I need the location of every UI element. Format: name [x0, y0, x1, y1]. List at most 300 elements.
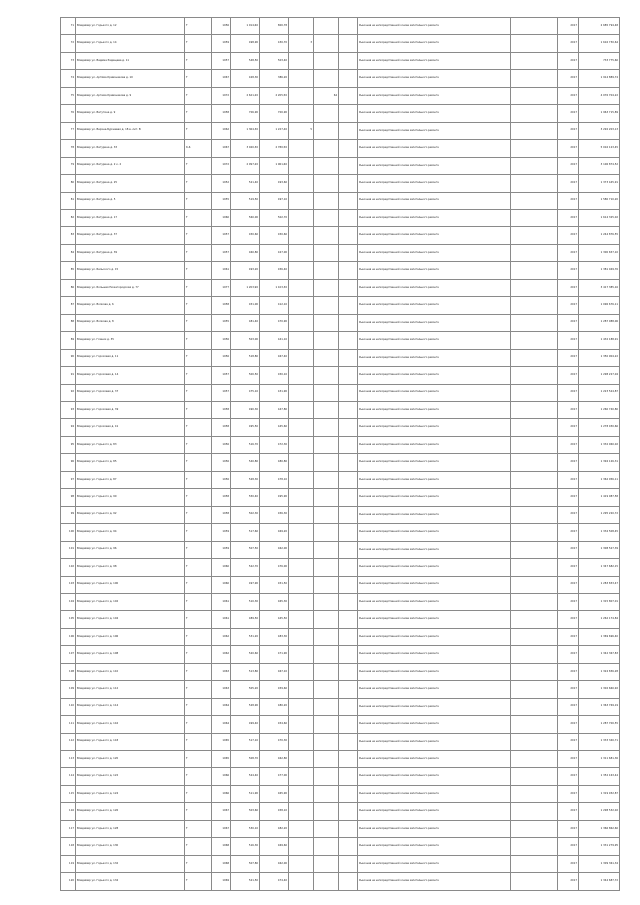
work-description-cell: Рыночная на непосредственной основе капитального ремонта — [358, 628, 511, 645]
cost-cell: 1 334 508,45 — [579, 524, 620, 541]
year-built-cell: 1956 — [212, 332, 231, 349]
address-cell: Владимир ул. Верхне-Буржевая д. 18 в. лит. В — [76, 122, 185, 139]
row-number-cell: 105 — [61, 611, 76, 628]
wall-type-cell: Т — [185, 803, 212, 820]
living-area-cell: 465,30 — [260, 593, 289, 610]
col-8-cell — [339, 35, 358, 52]
col-6-cell — [289, 716, 314, 733]
total-area-cell: 522,70 — [231, 559, 260, 576]
row-number-cell: 73 — [61, 52, 76, 69]
year-built-cell: 1959 — [212, 35, 231, 52]
col-8-cell — [339, 855, 358, 872]
col-8-cell — [339, 751, 358, 768]
col-8-cell — [339, 768, 358, 785]
plan-year-cell: 2017 — [558, 855, 579, 872]
living-area-cell: 502,70 — [260, 209, 289, 226]
cost-cell: 1 283 833,47 — [579, 576, 620, 593]
col-7-cell — [314, 663, 339, 680]
work-description-cell: Рыночная на непосредственной основе капитального ремонта — [358, 279, 511, 296]
col-7-cell — [314, 349, 339, 366]
work-description-cell: Рыночная на непосредственной основе капитального ремонта — [358, 785, 511, 802]
col-6-cell — [289, 663, 314, 680]
col-7-cell — [314, 314, 339, 331]
cost-cell: 1 419 087,58 — [579, 489, 620, 506]
table-row — [61, 489, 620, 506]
total-area-cell: 495,50 — [231, 419, 260, 436]
address-cell: Владимир ул. Горького д. 134 — [76, 873, 185, 891]
col-7-cell — [314, 384, 339, 401]
col-7-cell — [314, 105, 339, 122]
col-6-cell — [289, 384, 314, 401]
address-cell: Владимир ул. Горького д. 14 — [76, 35, 185, 52]
total-area-cell: 1 014,60 — [231, 18, 260, 35]
cost-cell: 1 287 088,06 — [579, 314, 620, 331]
cost-cell: 3 106 874,52 — [579, 157, 620, 174]
col-7-cell — [314, 838, 339, 855]
col-10-cell — [511, 332, 558, 349]
total-area-cell: 510,30 — [231, 593, 260, 610]
address-cell: Владимир ул. Гороховая д. 37 — [76, 384, 185, 401]
work-description-cell: Рыночная на непосредственной основе капитального ремонта — [358, 681, 511, 698]
year-built-cell: 1968 — [212, 838, 231, 855]
address-cell: Владимир ул. Горького д. 104 — [76, 611, 185, 628]
total-area-cell: 500,50 — [231, 367, 260, 384]
year-built-cell: 1957 — [212, 52, 231, 69]
plan-year-cell: 2017 — [558, 140, 579, 157]
living-area-cell: 447,80 — [260, 401, 289, 418]
wall-type-cell: Т — [185, 297, 212, 314]
plan-year-cell: 2017 — [558, 454, 579, 471]
total-area-cell: 521,50 — [231, 873, 260, 891]
year-built-cell: 1958 — [212, 489, 231, 506]
plan-year-cell: 2017 — [558, 611, 579, 628]
address-cell: Владимир ул. Ватутина д. 9 — [76, 105, 185, 122]
cost-cell: 733 775,60 — [579, 52, 620, 69]
total-area-cell: 489,50 — [231, 611, 260, 628]
col-6-cell — [289, 768, 314, 785]
address-cell: Владимир ул. Гороховая д. 11 — [76, 349, 185, 366]
cost-cell: 1 914 889,74 — [579, 70, 620, 87]
col-7-cell — [314, 820, 339, 837]
address-cell: Владимир ул. Горького д. 124 — [76, 785, 185, 802]
total-area-cell: 503,00 — [231, 332, 260, 349]
row-number-cell: 108 — [61, 663, 76, 680]
work-description-cell: Рыночная на непосредственной основе капитального ремонта — [358, 663, 511, 680]
col-10-cell — [511, 489, 558, 506]
col-8-cell — [339, 541, 358, 558]
year-built-cell: 1958 — [212, 401, 231, 418]
row-number-cell: 89 — [61, 332, 76, 349]
col-7-cell — [314, 70, 339, 87]
work-description-cell: Рыночная на непосредственной основе капитального ремонта — [358, 471, 511, 488]
total-area-cell: 511,90 — [231, 785, 260, 802]
col-10-cell — [511, 436, 558, 453]
table-row — [61, 524, 620, 541]
row-number-cell: 111 — [61, 716, 76, 733]
table-row — [61, 785, 620, 802]
wall-type-cell: Т — [185, 419, 212, 436]
col-8-cell — [339, 175, 358, 192]
cost-cell: 5 016 123,45 — [579, 140, 620, 157]
living-area-cell: 493,60 — [260, 175, 289, 192]
living-area-cell: 441,10 — [260, 332, 289, 349]
col-10-cell — [511, 681, 558, 698]
col-7-cell — [314, 471, 339, 488]
year-built-cell: 1957 — [212, 244, 231, 261]
table-row — [61, 698, 620, 715]
col-8-cell — [339, 227, 358, 244]
total-area-cell: 524,40 — [231, 768, 260, 785]
wall-type-cell: Т — [185, 35, 212, 52]
table-row — [61, 838, 620, 855]
table-row — [61, 279, 620, 296]
table-row — [61, 716, 620, 733]
total-area-cell: 517,10 — [231, 733, 260, 750]
col-7-cell — [314, 419, 339, 436]
plan-year-cell: 2017 — [558, 314, 579, 331]
table-row — [61, 611, 620, 628]
wall-type-cell: Т — [185, 332, 212, 349]
col-8-cell — [339, 18, 358, 35]
col-10-cell — [511, 384, 558, 401]
row-number-cell: 94 — [61, 419, 76, 436]
col-7-cell — [314, 140, 339, 157]
col-7-cell — [314, 733, 339, 750]
year-built-cell: 1958 — [212, 297, 231, 314]
wall-type-cell: Т — [185, 175, 212, 192]
col-10-cell — [511, 227, 558, 244]
address-cell: Владимир ул. Гороховая д. 39 — [76, 401, 185, 418]
wall-type-cell: Т — [185, 541, 212, 558]
col-7-cell — [314, 122, 339, 139]
total-area-cell: 505,20 — [231, 681, 260, 698]
plan-year-cell: 2017 — [558, 35, 579, 52]
row-number-cell: 90 — [61, 349, 76, 366]
work-description-cell: Рыночная на непосредственной основе капитального ремонта — [358, 175, 511, 192]
row-number-cell: 81 — [61, 192, 76, 209]
wall-type-cell: Т — [185, 367, 212, 384]
year-built-cell: 1961 — [212, 262, 231, 279]
table-row — [61, 157, 620, 174]
year-built-cell: 1957 — [212, 384, 231, 401]
plan-year-cell: 2017 — [558, 524, 579, 541]
cost-cell: 1 096 676,11 — [579, 297, 620, 314]
col-8-cell — [339, 716, 358, 733]
col-8-cell — [339, 838, 358, 855]
address-cell: Владимир ул. Горького д. 116 — [76, 716, 185, 733]
table-row — [61, 70, 620, 87]
cost-cell: 1 342 367,83 — [579, 646, 620, 663]
total-area-cell: 521,40 — [231, 175, 260, 192]
col-10-cell — [511, 855, 558, 872]
col-8-cell — [339, 192, 358, 209]
row-number-cell: 87 — [61, 297, 76, 314]
year-built-cell: 1958 — [212, 105, 231, 122]
cost-cell: 1 308 527,39 — [579, 541, 620, 558]
work-description-cell: Рыночная на непосредственной основе капитального ремонта — [358, 52, 511, 69]
plan-year-cell: 2017 — [558, 698, 579, 715]
col-7-cell — [314, 262, 339, 279]
address-cell: Владимир ул. Гороховая д. 14 — [76, 367, 185, 384]
row-number-cell: 113 — [61, 751, 76, 768]
work-description-cell: Рыночная на непосредственной основе капитального ремонта — [358, 506, 511, 523]
col-6-cell — [289, 192, 314, 209]
cost-cell: 1 432 188,91 — [579, 332, 620, 349]
wall-type-cell: Т — [185, 855, 212, 872]
year-built-cell: 1966 — [212, 768, 231, 785]
address-cell: Владимир ул. Батурина д. 5 — [76, 192, 185, 209]
wall-type-cell: Т — [185, 70, 212, 87]
year-built-cell: 1966 — [212, 785, 231, 802]
year-built-cell: 1957 — [212, 367, 231, 384]
year-built-cell: 1972 — [212, 87, 231, 104]
wall-type-cell: Т — [185, 611, 212, 628]
cost-cell: 1 344 687,72 — [579, 873, 620, 891]
table-row — [61, 506, 620, 523]
plan-year-cell: 2017 — [558, 576, 579, 593]
year-built-cell: 1962 — [212, 122, 231, 139]
col-8-cell — [339, 70, 358, 87]
year-built-cell: 1959 — [212, 541, 231, 558]
col-8-cell — [339, 559, 358, 576]
address-cell: Владимир ул. Горького д. 83 — [76, 436, 185, 453]
wall-type-cell: Т — [185, 244, 212, 261]
plan-year-cell: 2017 — [558, 593, 579, 610]
table-row — [61, 436, 620, 453]
col-8-cell — [339, 733, 358, 750]
col-8-cell — [339, 593, 358, 610]
address-cell: Владимир ул. Горького д. 128 — [76, 820, 185, 837]
work-description-cell: Рыночная на непосредственной основе капитального ремонта — [358, 192, 511, 209]
work-description-cell: Рыночная на непосредственной основе капитального ремонта — [358, 105, 511, 122]
cost-cell: 3 292 203,13 — [579, 122, 620, 139]
living-area-cell: 472,30 — [260, 436, 289, 453]
col-8-cell — [339, 873, 358, 891]
year-built-cell: 1972 — [212, 157, 231, 174]
living-area-cell: 456,30 — [260, 506, 289, 523]
table-row — [61, 314, 620, 331]
cost-cell: 1 260 740,80 — [579, 401, 620, 418]
table-row — [61, 768, 620, 785]
col-7-cell — [314, 244, 339, 261]
living-area-cell: 459,60 — [260, 681, 289, 698]
col-7-cell — [314, 506, 339, 523]
address-cell: Владимир ул. Артема Кривонакова д. 9 — [76, 87, 185, 104]
col-10-cell — [511, 349, 558, 366]
cost-cell: 1 350 904,22 — [579, 349, 620, 366]
plan-year-cell: 2017 — [558, 785, 579, 802]
col-6-cell — [289, 471, 314, 488]
plan-year-cell: 2017 — [558, 401, 579, 418]
address-cell: Владимир ул. Вадима Радищева д. 11 — [76, 52, 185, 69]
register-body — [61, 18, 620, 891]
wall-type-cell: Т — [185, 681, 212, 698]
row-number-cell: 86 — [61, 279, 76, 296]
table-row — [61, 209, 620, 226]
living-area-cell: 462,80 — [260, 751, 289, 768]
living-area-cell: 800,78 — [260, 18, 289, 35]
col-10-cell — [511, 611, 558, 628]
living-area-cell: 483,30 — [260, 628, 289, 645]
table-row — [61, 140, 620, 157]
living-area-cell: 497,10 — [260, 192, 289, 209]
row-number-cell: 119 — [61, 855, 76, 872]
col-7-cell — [314, 401, 339, 418]
col-8-cell — [339, 681, 358, 698]
total-area-cell: 497,90 — [231, 576, 260, 593]
work-description-cell: Рыночная на непосредственной основе капитального ремонта — [358, 140, 511, 157]
col-6-cell — [289, 297, 314, 314]
plan-year-cell: 2017 — [558, 506, 579, 523]
row-number-cell: 110 — [61, 698, 76, 715]
wall-type-cell: Т — [185, 768, 212, 785]
col-6-cell — [289, 262, 314, 279]
address-cell: Владимир ул. Горького д. 110 — [76, 663, 185, 680]
row-number-cell: 107 — [61, 646, 76, 663]
cost-cell: 1 262 174,84 — [579, 611, 620, 628]
col-6-cell — [289, 838, 314, 855]
address-cell: Владимир ул. Горького д. 120 — [76, 751, 185, 768]
col-8-cell — [339, 87, 358, 104]
wall-type-cell: Т — [185, 646, 212, 663]
col-6-cell — [289, 419, 314, 436]
living-area-cell: 454,60 — [260, 716, 289, 733]
total-area-cell: 560,00 — [231, 209, 260, 226]
living-area-cell: 458,10 — [260, 803, 289, 820]
cost-cell: 1 278 030,66 — [579, 419, 620, 436]
cost-cell: 1 287 700,55 — [579, 716, 620, 733]
col-7-cell — [314, 52, 339, 69]
living-area-cell: 450,10 — [260, 367, 289, 384]
table-row — [61, 349, 620, 366]
row-number-cell: 98 — [61, 489, 76, 506]
col-7-cell — [314, 157, 339, 174]
col-7-cell — [314, 576, 339, 593]
table-row — [61, 175, 620, 192]
col-6-cell — [289, 105, 314, 122]
col-10-cell — [511, 70, 558, 87]
col-7-cell: 64 — [314, 87, 339, 104]
col-6-cell: 3 — [289, 35, 314, 52]
cost-cell: 1 963 715,89 — [579, 105, 620, 122]
plan-year-cell: 2017 — [558, 803, 579, 820]
col-7-cell — [314, 785, 339, 802]
cost-cell: 1 363 769,19 — [579, 698, 620, 715]
row-number-cell: 97 — [61, 471, 76, 488]
year-built-cell: 1965 — [212, 751, 231, 768]
row-number-cell: 72 — [61, 35, 76, 52]
col-6-cell — [289, 855, 314, 872]
year-built-cell: 1956 — [212, 18, 231, 35]
col-10-cell — [511, 157, 558, 174]
year-built-cell: 1952 — [212, 175, 231, 192]
col-10-cell — [511, 52, 558, 69]
col-8-cell — [339, 506, 358, 523]
col-6-cell: 5 — [289, 122, 314, 139]
cost-cell: 1 331 279,95 — [579, 838, 620, 855]
total-area-cell: 502,30 — [231, 506, 260, 523]
year-built-cell: 1962 — [212, 646, 231, 663]
cost-cell: 1 295 220,72 — [579, 506, 620, 523]
col-6-cell — [289, 70, 314, 87]
wall-type-cell: Т — [185, 52, 212, 69]
total-area-cell: 450,60 — [231, 227, 260, 244]
col-10-cell — [511, 122, 558, 139]
cost-cell: 1 309 361,34 — [579, 855, 620, 872]
address-cell: Владимир ул. Батурина д. 39 — [76, 244, 185, 261]
year-built-cell: 1967 — [212, 70, 231, 87]
address-cell: Владимир ул. Горького д. 102 — [76, 593, 185, 610]
wall-type-cell: Т — [185, 349, 212, 366]
plan-year-cell: 2017 — [558, 18, 579, 35]
work-description-cell: Рыночная на непосредственной основе капитального ремонта — [358, 751, 511, 768]
year-built-cell: 1961 — [212, 611, 231, 628]
year-built-cell: 1956 — [212, 436, 231, 453]
row-number-cell: 91 — [61, 367, 76, 384]
plan-year-cell: 2017 — [558, 209, 579, 226]
total-area-cell: 531,20 — [231, 628, 260, 645]
cost-cell: 1 319 932,87 — [579, 785, 620, 802]
year-built-cell: 1967 — [212, 140, 231, 157]
cost-cell: 1 324 836,28 — [579, 663, 620, 680]
work-description-cell: Рыночная на непосредственной основе капитального ремонта — [358, 611, 511, 628]
address-cell: Владимир ул. Горького д. 12 — [76, 18, 185, 35]
row-number-cell: 92 — [61, 384, 76, 401]
cost-cell: 1 332 060,02 — [579, 436, 620, 453]
wall-type-cell: Т — [185, 279, 212, 296]
col-7-cell — [314, 35, 339, 52]
row-number-cell: 95 — [61, 436, 76, 453]
living-area-cell: 1 961,60 — [260, 157, 289, 174]
cost-cell: 1 311 681,36 — [579, 751, 620, 768]
col-8-cell — [339, 297, 358, 314]
living-area-cell: 386,20 — [260, 70, 289, 87]
col-7-cell — [314, 855, 339, 872]
col-6-cell — [289, 140, 314, 157]
col-6-cell — [289, 157, 314, 174]
col-10-cell — [511, 244, 558, 261]
col-7-cell — [314, 297, 339, 314]
col-6-cell — [289, 454, 314, 471]
living-area-cell: 450,60 — [260, 227, 289, 244]
col-10-cell — [511, 663, 558, 680]
col-8-cell — [339, 105, 358, 122]
plan-year-cell: 2017 — [558, 838, 579, 855]
wall-type-cell: Т — [185, 157, 212, 174]
total-area-cell: 528,30 — [231, 471, 260, 488]
address-cell: Владимир ул. Батурина д. 2 к. 2 — [76, 157, 185, 174]
col-7-cell — [314, 454, 339, 471]
living-area-cell: 480,20 — [260, 698, 289, 715]
address-cell: Владимир ул. Горького д. 90 — [76, 489, 185, 506]
year-built-cell: 1960 — [212, 209, 231, 226]
plan-year-cell: 2017 — [558, 873, 579, 891]
wall-type-cell: Т — [185, 401, 212, 418]
col-10-cell — [511, 576, 558, 593]
total-area-cell: 475,10 — [231, 384, 260, 401]
cost-cell: 1 300 657,10 — [579, 244, 620, 261]
total-area-cell: 520,60 — [231, 646, 260, 663]
col-8-cell — [339, 244, 358, 261]
row-number-cell: 109 — [61, 681, 76, 698]
living-area-cell: 482,20 — [260, 820, 289, 837]
col-8-cell — [339, 576, 358, 593]
wall-type-cell: Т — [185, 489, 212, 506]
cost-cell: 1 616 730,64 — [579, 35, 620, 52]
total-area-cell: 507,50 — [231, 541, 260, 558]
wall-type-cell: Т — [185, 87, 212, 104]
col-7-cell — [314, 436, 339, 453]
